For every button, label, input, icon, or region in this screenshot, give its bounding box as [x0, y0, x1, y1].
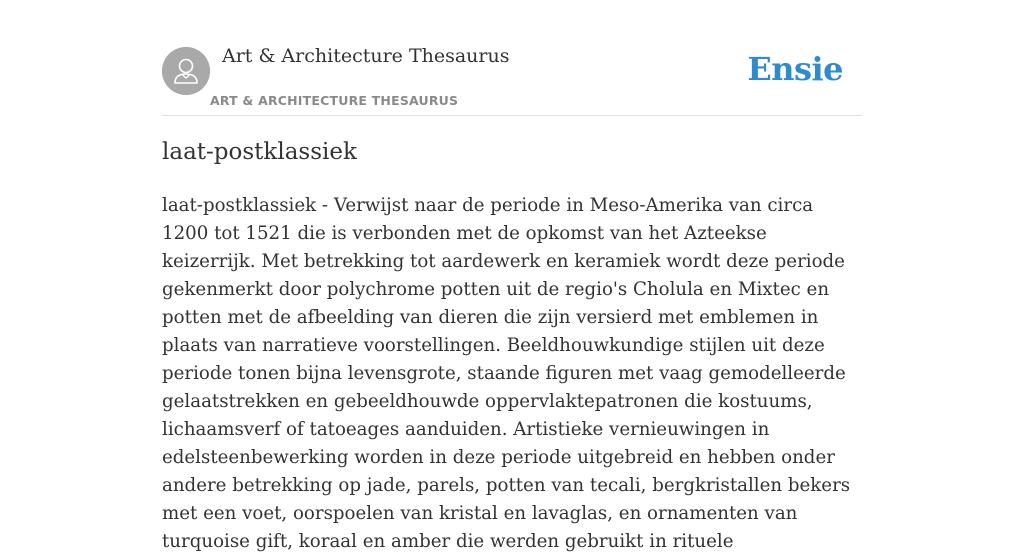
- header: [162, 0, 862, 116]
- definition-text: laat-postklassiek - Verwijst naar de periode in Meso-Amerika van circa 1200 tot 1521 die is verbonden met de opkomst van het Azteekse keizerrijk. Met betrekking tot aardewerk en keramiek wordt deze periode gekenmerkt door polychrome potten uit de regio's Cholula en Mixtec en potten met de afbeelding van dieren die zijn versierd met emblemen in plaats van narratieve voorstellingen. Beeldhouwkundige stijlen uit deze periode tonen bijna levensgrote, staande figuren met vaag gemodelleerde gelaatstrekken en gebeeldhouwde oppervlaktepatronen die kostuums, lichaamsverf of tatoeages aanduiden. Artistieke vernieuwingen in edelsteenbewerking worden in deze periode uitgebreid en hebben onder andere betrekking op jade, parels, potten van tecali, bergkristallen bekers met een voet, oorspoelen van kristal en lavaglas, en ornamenten van turquoise gift, koraal en amber die werden gebruikt in rituele: [162, 195, 851, 552]
- source-subtitle[interactable]: ART & ARCHITECTURE THESAURUS: [210, 93, 459, 108]
- brand-logo[interactable]: Ensie: [747, 50, 843, 88]
- page-title: laat-postklassiek: [162, 139, 357, 165]
- avatar[interactable]: [162, 47, 210, 95]
- page-container: [162, 0, 862, 552]
- user-icon: [162, 47, 210, 95]
- source-title[interactable]: Art & Architecture Thesaurus: [222, 45, 510, 67]
